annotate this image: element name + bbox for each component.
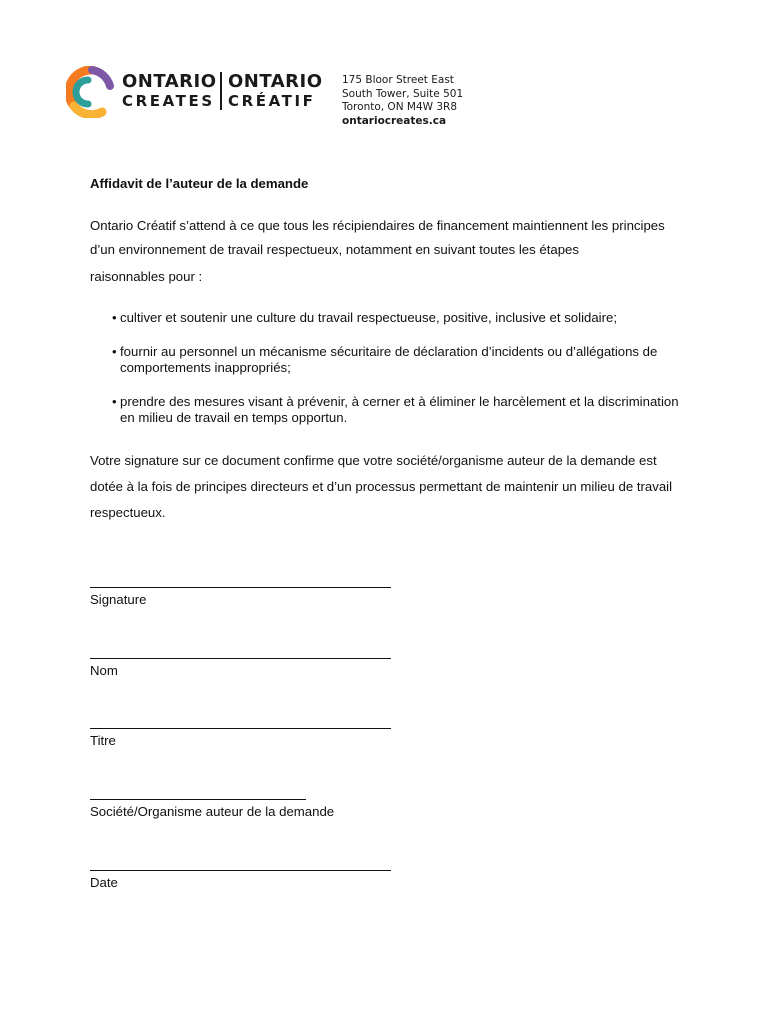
date-label: Date: [90, 875, 118, 890]
wordmark-en-line1: ONTARIO: [122, 71, 217, 92]
bullet-icon: •: [112, 344, 117, 359]
requirements-list: [90, 310, 680, 426]
organization-label: Société/Organisme auteur de la demande: [90, 804, 335, 819]
list-item: [90, 344, 680, 376]
list-item: [90, 394, 680, 426]
organization-line[interactable]: [90, 798, 306, 800]
ontario-creates-logo: [66, 66, 466, 130]
address-line3: Toronto, ON M4W 3R8: [342, 101, 458, 113]
logo-mark-icon: [66, 66, 114, 118]
title-label: Titre: [90, 733, 116, 748]
list-item: [90, 310, 680, 326]
wordmark-en-line2: CREATES: [122, 92, 215, 110]
signature-label: Signature: [90, 592, 147, 607]
address-line2: South Tower, Suite 501: [342, 87, 464, 100]
signature-field[interactable]: [90, 586, 391, 608]
address-line1: 175 Bloor Street East: [342, 74, 454, 86]
wordmark-french: [228, 73, 323, 109]
bullet-icon: •: [112, 310, 117, 325]
name-field[interactable]: [90, 657, 391, 679]
wordmark-divider: [220, 72, 222, 110]
confirmation-paragraph: Votre signature sur ce document confirme que votre société/organisme auteur de la demande est dotée à la fois de principes directeurs et d’un processus permettant de maintenir un milieu de travail respectueux.: [90, 453, 673, 520]
name-line[interactable]: [90, 657, 391, 659]
date-line[interactable]: [90, 869, 391, 871]
organization-field[interactable]: [90, 798, 334, 820]
wordmark-fr-line1: ONTARIO: [228, 71, 323, 92]
intro-paragraph-1: Ontario Créatif s’attend à ce que tous les récipiendaires de financement maintiennent les principes: [90, 218, 665, 233]
list-item-text: fournir au personnel un mécanisme sécuritaire de déclaration d’incidents ou d’allégations de comportements inappropriés;: [120, 344, 658, 375]
bullet-icon: •: [112, 394, 117, 409]
list-item-text: prendre des mesures visant à prévenir, à cerner et à éliminer le harcèlement et la discrimination en milieu de travail en temps opportun.: [120, 394, 679, 425]
date-field[interactable]: [90, 869, 391, 891]
signature-line[interactable]: [90, 586, 391, 588]
title-line[interactable]: [90, 727, 391, 729]
name-label: Nom: [90, 663, 118, 678]
document-title: Affidavit de l’auteur de la demande: [90, 176, 309, 191]
title-field[interactable]: [90, 727, 391, 749]
wordmark-english: [122, 73, 217, 109]
intro-paragraph-3: raisonnables pour :: [90, 269, 203, 284]
intro-paragraph-2: d’un environnement de travail respectueux, notamment en suivant toutes les étapes: [90, 242, 579, 257]
address-block: [342, 74, 463, 128]
wordmark-fr-line2: CRÉATIF: [228, 92, 316, 110]
document-body: [90, 176, 680, 526]
list-item-text: cultiver et soutenir une culture du travail respectueuse, positive, inclusive et solidaire;: [120, 310, 617, 325]
website-link[interactable]: ontariocreates.ca: [342, 114, 447, 127]
